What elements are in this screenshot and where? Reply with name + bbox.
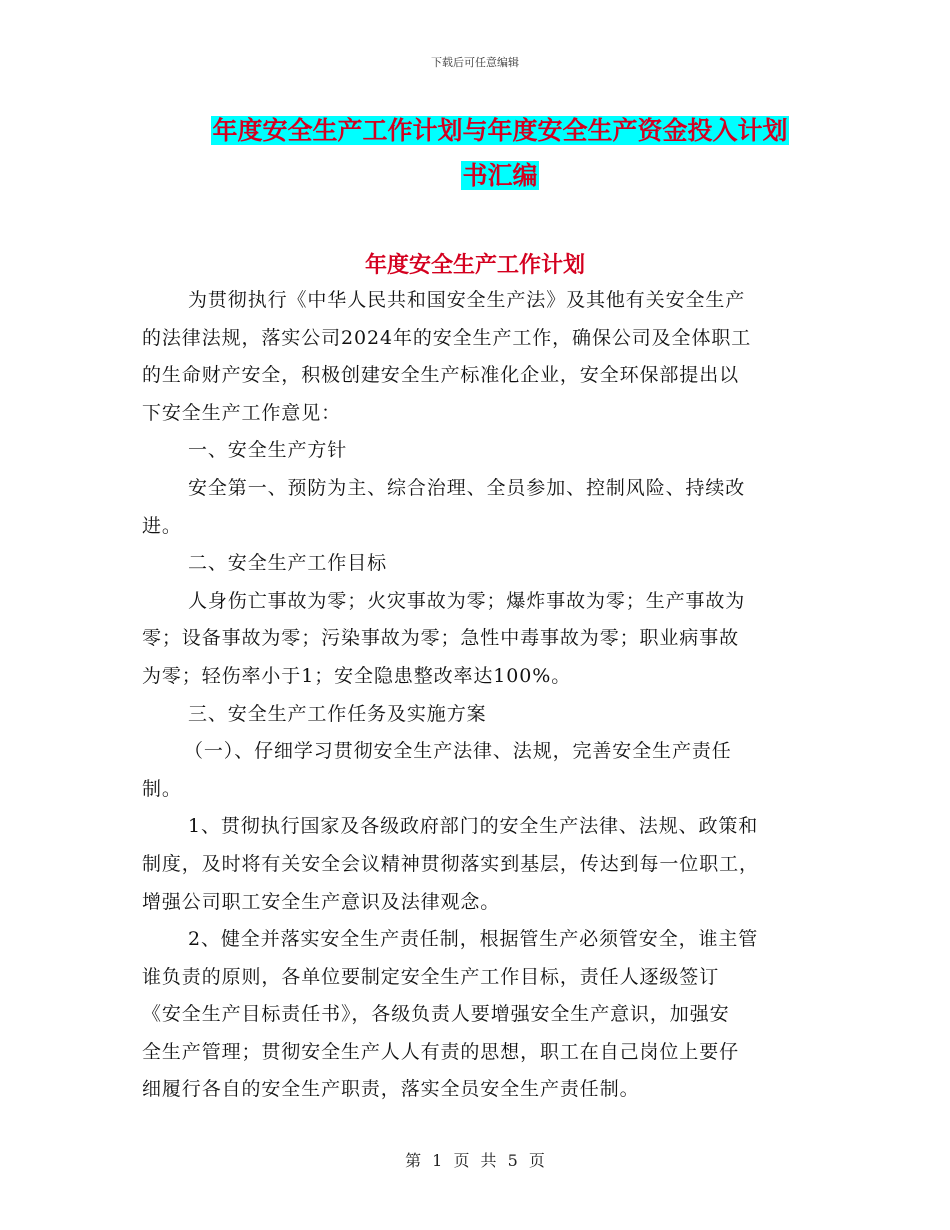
text-line: 细履行各自的安全生产职责，落实全员安全生产责任制。 bbox=[142, 1078, 640, 1101]
text-line: 全生产管理；贯彻安全生产人人有责的思想，职工在自己岗位上要仔 bbox=[142, 1040, 740, 1063]
text-line: 谁负责的原则，各单位要制定安全生产工作目标，责任人逐级签订 bbox=[142, 965, 720, 988]
header-note: 下载后可任意编辑 bbox=[431, 56, 519, 69]
heading-safety-tasks: 三、安全生产工作任务及实施方案 bbox=[188, 702, 487, 725]
section-title: 年度安全生产工作计划 bbox=[364, 253, 585, 278]
text-line: 安全第一、预防为主、综合治理、全员参加、控制风险、持续改 bbox=[188, 476, 746, 499]
text-line: 制。 bbox=[142, 777, 182, 800]
text-line: 《安全生产目标责任书》，各级负责人要增强安全生产意识，加强安 bbox=[142, 1003, 730, 1026]
heading-safety-policy: 一、安全生产方针 bbox=[188, 439, 348, 462]
text-line: 为零；轻伤率小于1；安全隐患整改率达100%。 bbox=[142, 664, 572, 687]
text-line: 增强公司职工安全生产意识及法律观念。 bbox=[142, 890, 501, 913]
document-title bbox=[140, 108, 860, 198]
title-line-1: 年度安全生产工作计划与年度安全生产资金投入计划 bbox=[212, 116, 788, 145]
text-line: 1、贯彻执行国家及各级政府部门的安全生产法律、法规、政策和 bbox=[188, 815, 759, 838]
title-line-2: 书汇编 bbox=[462, 161, 538, 190]
text-line: 的法律法规，落实公司2024年的安全生产工作，确保公司及全体职工 bbox=[142, 326, 752, 349]
text-line: 零；设备事故为零；污染事故为零；急性中毒事故为零；职业病事故 bbox=[142, 627, 740, 650]
body-text bbox=[142, 282, 802, 1109]
text-line: 为贯彻执行《中华人民共和国安全生产法》及其他有关安全生产 bbox=[188, 289, 746, 311]
text-line: 的生命财产安全，积极创建安全生产标准化企业，安全环保部提出以 bbox=[142, 364, 740, 387]
heading-safety-goals: 二、安全生产工作目标 bbox=[188, 552, 388, 575]
text-line: 制度，及时将有关安全会议精神贯彻落实到基层，传达到每一位职工， bbox=[142, 852, 759, 875]
text-line: 人身伤亡事故为零；火灾事故为零；爆炸事故为零；生产事故为 bbox=[188, 589, 746, 612]
subheading-one: （一）、仔细学习贯彻安全生产法律、法规，完善安全生产责任 bbox=[184, 740, 732, 763]
text-line: 进。 bbox=[142, 514, 182, 537]
page-footer: 第 1 页 共 5 页 bbox=[405, 1151, 545, 1170]
text-line: 2、健全并落实安全生产责任制，根据管生产必须管安全，谁主管 bbox=[188, 928, 759, 951]
text-line: 下安全生产工作意见： bbox=[142, 401, 342, 424]
